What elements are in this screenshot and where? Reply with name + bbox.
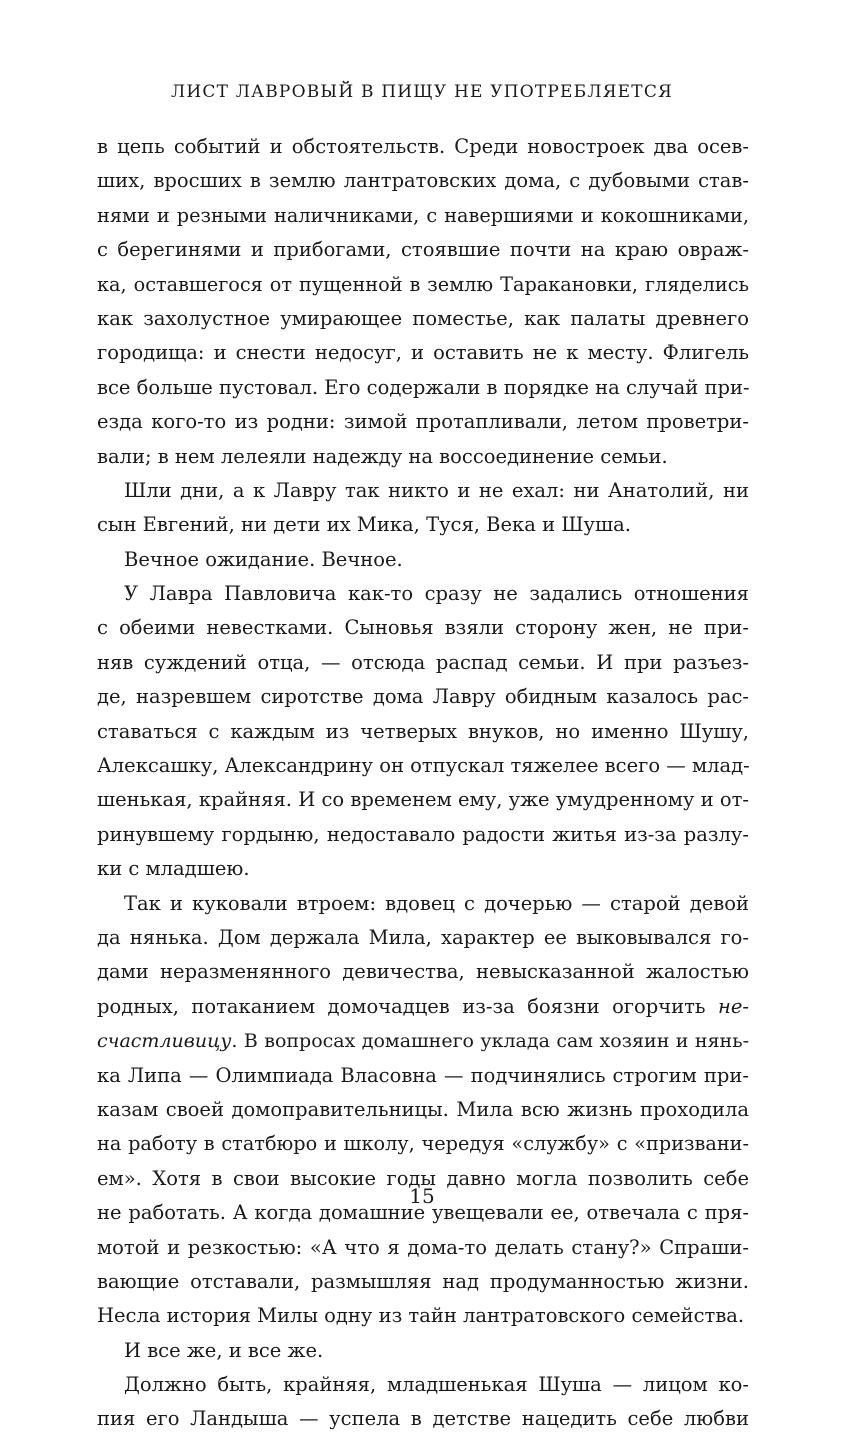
body-text <box>97 130 749 1437</box>
text-line: ки с младшею. <box>97 857 250 881</box>
text-line: в цепь событий и обстоятельств. Среди новостроек два осев- <box>97 135 749 158</box>
text-line: Шли дни, а к Лавру так никто и не ехал: ни Анатолий, ни <box>124 478 749 502</box>
text-line: шенькая, крайняя. И со временем ему, уже умудренному и от- <box>97 788 749 812</box>
text-line: ставаться с каждым из четверых внуков, но именно Шушу, <box>97 719 749 743</box>
text-line: няв суждений отца, — отсюда распад семьи. И при разъез- <box>97 650 749 674</box>
text-line: ших, вросших в землю лантратовских дома, с дубовыми став- <box>97 169 749 193</box>
text-line: ка, оставшегося от пущенной в землю Таракановки, гляделись <box>97 272 749 296</box>
text-line: Несла история Милы одну из тайн лантратовского семейства. <box>97 1304 745 1328</box>
text-line: Должно быть, крайняя, младшенькая Шуша — лицом ко- <box>124 1373 749 1397</box>
text-line: как захолустное умирающее поместье, как палаты древнего <box>97 306 749 330</box>
text-line: У Лавра Павловича как-то сразу не задались отношения <box>124 582 749 606</box>
text-line: Алексашку, Александрину он отпускал тяжелее всего — млад- <box>97 754 750 778</box>
text-line: дами неразменянного девичества, невысказанной жалостью <box>97 960 749 984</box>
text-line: мотой и резкостью: «А что я дома-то делать стану?» Спраши- <box>97 1235 749 1259</box>
text-line: ем». Хотя в свои высокие годы давно могла позволить себе <box>97 1166 749 1190</box>
text-line: И все же, и все же. <box>124 1338 324 1362</box>
text-line: езда кого-то из родни: зимой протапливали, летом проветри- <box>97 410 749 434</box>
running-head: ЛИСТ ЛАВРОВЫЙ В ПИЩУ НЕ УПОТРЕБЛЯЕТСЯ <box>171 82 673 102</box>
text-span: родных, потаканием домочадцев из-за боязни огорчить <box>97 994 719 1018</box>
text-line: ка Липа — Олимпиада Власовна — подчинялись строгим при- <box>97 1063 749 1087</box>
text-line: Вечное ожидание. Вечное. <box>124 547 403 571</box>
text-line: сын Евгений, ни дети их Мика, Туся, Века и Шуша. <box>97 513 631 537</box>
text-span: . В вопросах домашнего уклада сам хозяин и нянь- <box>231 1030 749 1053</box>
text-line: все больше пустовал. Его содержали в порядке на случай при- <box>97 375 750 399</box>
page-number: 15 <box>409 1184 435 1208</box>
text-line: де, назревшем сиротстве дома Лавру обидным казалось рас- <box>97 685 749 709</box>
text-line <box>97 990 749 1024</box>
text-line: Так и куковали втроем: вдовец с дочерью — старой девой <box>124 891 749 915</box>
text-line: не работать. А когда домашние увещевали ее, отвечала с пря- <box>97 1201 749 1225</box>
text-line: вающие отставали, размышляя над продуманностью жизни. <box>97 1269 749 1293</box>
text-line: с обеими невестками. Сыновья взяли сторону жен, не при- <box>97 616 749 640</box>
text-line: да нянька. Дом держала Мила, характер ее выковывался го- <box>97 925 749 949</box>
italic-span: счастливицу <box>97 1030 232 1053</box>
text-line: пия его Ландыша — успела в детстве нацедить себе любви <box>97 1407 749 1431</box>
text-line: ринувшему гордыню, недоставало радости житья из-за разлу- <box>97 822 749 846</box>
italic-span: не- <box>718 994 749 1018</box>
text-line: нями и резными наличниками, с навершиями и кокошниками, <box>97 203 749 227</box>
text-line: с берегинями и прибогами, стоявшие почти на краю оврaж- <box>97 238 749 262</box>
text-line: вали; в нем лелеяли надежду на воссоединение семьи. <box>97 444 668 468</box>
text-line: на работу в статбюро и школу, чередуя «службу» с «призвани- <box>97 1132 749 1156</box>
text-line: городища: и снести недосуг, и оставить не к месту. Флигель <box>97 341 749 365</box>
text-line: казам своей домоправительницы. Мила всю жизнь проходила <box>97 1097 749 1121</box>
text-line <box>97 1024 749 1058</box>
